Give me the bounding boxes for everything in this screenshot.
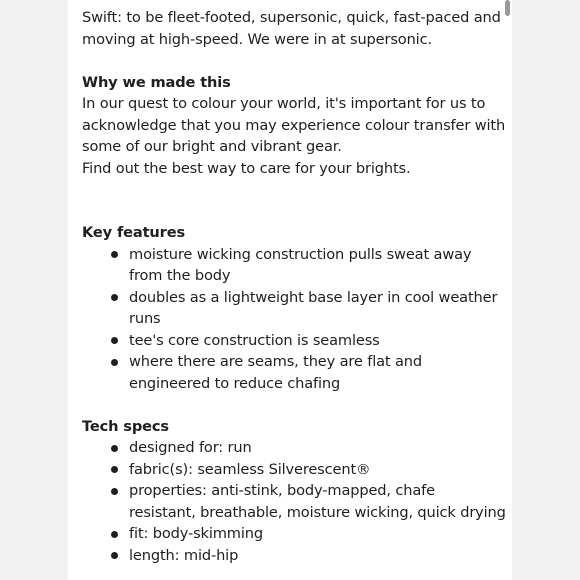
list-item-text: properties: anti-stink, body-mapped, chafe resistant, breathable, moisture wicking, quick drying xyxy=(129,482,506,521)
list-item-text: tee's core construction is seamless xyxy=(129,331,380,349)
why-heading: Why we made this xyxy=(82,73,231,91)
list-item-text: doubles as a lightweight base layer in cool weather runs xyxy=(129,288,498,327)
intro-line: Swift: to be fleet-footed, supersonic, quick, fast-paced and xyxy=(82,9,501,26)
specs-heading: Tech specs xyxy=(82,417,169,435)
bullet-icon xyxy=(111,531,118,538)
bullet-icon xyxy=(111,488,118,495)
list-item xyxy=(82,330,506,352)
list-item-text: fit: body-skimming xyxy=(129,525,263,542)
list-item xyxy=(82,287,506,330)
care-link-text[interactable]: Find out the best way to care for your brights. xyxy=(82,159,411,177)
list-item xyxy=(82,244,506,287)
list-item-text: moisture wicking construction pulls sweat away from the body xyxy=(129,245,472,284)
spacer xyxy=(82,50,506,72)
list-item xyxy=(82,459,506,481)
bullet-icon xyxy=(111,466,118,473)
list-item xyxy=(82,523,506,545)
bullet-icon xyxy=(111,445,118,452)
spacer xyxy=(82,394,506,416)
list-item xyxy=(82,351,506,394)
product-description-panel xyxy=(68,0,512,580)
why-line: In our quest to colour your world, it's important for us to xyxy=(82,95,486,112)
list-item xyxy=(82,437,506,459)
bullet-icon xyxy=(111,359,118,366)
spacer xyxy=(82,179,506,222)
bullet-icon xyxy=(111,552,118,559)
description-content xyxy=(82,7,506,566)
specs-list xyxy=(82,437,506,566)
features-list xyxy=(82,244,506,395)
list-item xyxy=(82,480,506,523)
why-line: acknowledge that you may experience colour transfer with xyxy=(82,116,506,134)
list-item-text: designed for: run xyxy=(129,439,252,456)
scrollbar-thumb[interactable] xyxy=(505,0,510,16)
intro-line: moving at high-speed. We were in at supersonic. xyxy=(82,30,432,48)
why-line: some of our bright and vibrant gear. xyxy=(82,138,342,155)
list-item-text: fabric(s): seamless Silverescent® xyxy=(129,460,371,478)
list-item-text: where there are seams, they are flat and engineered to reduce chafing xyxy=(129,353,422,392)
features-heading: Key features xyxy=(82,224,185,241)
bullet-icon xyxy=(111,337,118,344)
list-item-text: length: mid-hip xyxy=(129,546,239,564)
list-item xyxy=(82,545,506,567)
bullet-icon xyxy=(111,294,118,301)
bullet-icon xyxy=(111,251,118,258)
